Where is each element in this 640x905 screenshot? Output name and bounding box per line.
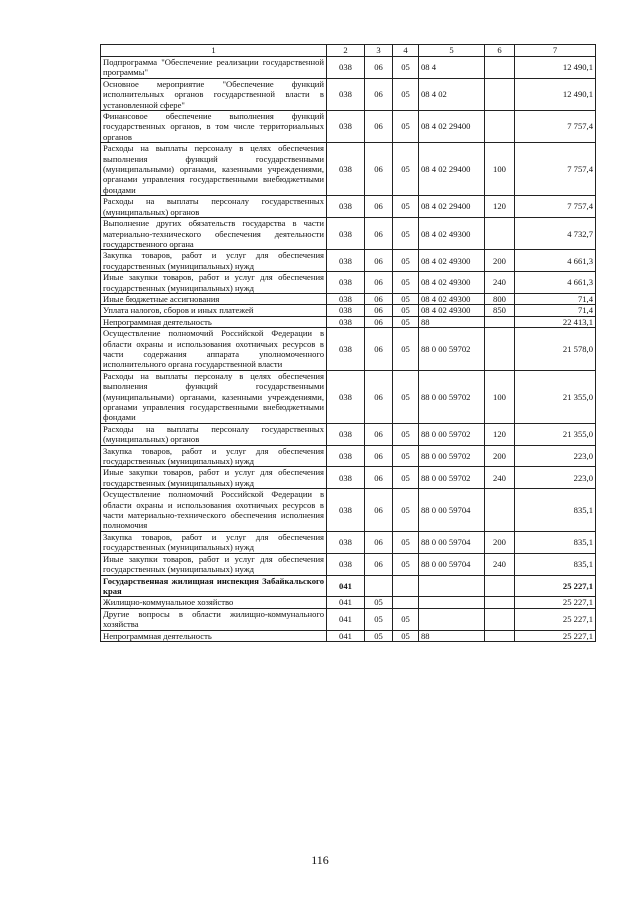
table-row — [101, 196, 596, 218]
expense-type-code: 200 — [485, 445, 515, 467]
section-code: 06 — [365, 293, 393, 304]
table-row — [101, 445, 596, 467]
row-name: Расходы на выплаты персоналу государственных (муниципальных) органов — [101, 423, 327, 445]
table-row — [101, 328, 596, 371]
subsection-code: 05 — [393, 78, 419, 110]
subsection-code: 05 — [393, 250, 419, 272]
amount: 7 757,4 — [515, 111, 596, 143]
column-number: 2 — [327, 45, 365, 57]
subsection-code: 05 — [393, 293, 419, 304]
target-article-code: 08 4 02 49300 — [419, 272, 485, 294]
amount: 71,4 — [515, 293, 596, 304]
subsection-code: 05 — [393, 111, 419, 143]
target-article-code: 08 4 02 29400 — [419, 111, 485, 143]
target-article-code: 88 0 00 59702 — [419, 423, 485, 445]
ministry-code: 038 — [327, 553, 365, 575]
table-row — [101, 305, 596, 316]
expense-type-code — [485, 608, 515, 630]
budget-table — [100, 44, 596, 642]
table-row — [101, 143, 596, 196]
page-number: 116 — [311, 853, 329, 867]
amount: 25 227,1 — [515, 575, 596, 597]
target-article-code: 88 — [419, 316, 485, 327]
column-number: 4 — [393, 45, 419, 57]
expense-type-code: 200 — [485, 250, 515, 272]
column-number: 7 — [515, 45, 596, 57]
section-code: 06 — [365, 445, 393, 467]
section-code: 06 — [365, 272, 393, 294]
amount: 12 490,1 — [515, 57, 596, 79]
target-article-code — [419, 597, 485, 608]
section-code: 06 — [365, 489, 393, 532]
table-row — [101, 370, 596, 423]
target-article-code: 88 — [419, 630, 485, 641]
section-code: 06 — [365, 111, 393, 143]
section-code: 05 — [365, 630, 393, 641]
column-number: 6 — [485, 45, 515, 57]
amount: 22 413,1 — [515, 316, 596, 327]
table-row — [101, 57, 596, 79]
subsection-code: 05 — [393, 196, 419, 218]
expense-type-code: 240 — [485, 467, 515, 489]
subsection-code: 05 — [393, 630, 419, 641]
expense-type-code: 800 — [485, 293, 515, 304]
amount: 4 661,3 — [515, 250, 596, 272]
target-article-code: 88 0 00 59704 — [419, 531, 485, 553]
table-row — [101, 553, 596, 575]
subsection-code: 05 — [393, 305, 419, 316]
expense-type-code — [485, 328, 515, 371]
table-row — [101, 608, 596, 630]
table-row — [101, 575, 596, 597]
subsection-code: 05 — [393, 328, 419, 371]
target-article-code: 08 4 02 49300 — [419, 250, 485, 272]
table-row — [101, 78, 596, 110]
table-row — [101, 467, 596, 489]
amount: 7 757,4 — [515, 196, 596, 218]
expense-type-code — [485, 111, 515, 143]
ministry-code: 038 — [327, 305, 365, 316]
amount: 835,1 — [515, 531, 596, 553]
target-article-code: 08 4 02 49300 — [419, 305, 485, 316]
subsection-code: 05 — [393, 489, 419, 532]
expense-type-code: 200 — [485, 531, 515, 553]
column-number: 5 — [419, 45, 485, 57]
row-name: Закупка товаров, работ и услуг для обеспечения государственных (муниципальных) нужд — [101, 531, 327, 553]
ministry-code: 038 — [327, 531, 365, 553]
subsection-code: 05 — [393, 57, 419, 79]
ministry-code: 038 — [327, 423, 365, 445]
section-code: 06 — [365, 250, 393, 272]
row-name: Иные закупки товаров, работ и услуг для обеспечения государственных (муниципальных) нужд — [101, 467, 327, 489]
target-article-code — [419, 575, 485, 597]
expense-type-code: 100 — [485, 370, 515, 423]
ministry-code: 038 — [327, 293, 365, 304]
table-body — [101, 57, 596, 642]
amount: 25 227,1 — [515, 597, 596, 608]
subsection-code: 05 — [393, 272, 419, 294]
section-code — [365, 575, 393, 597]
section-code: 06 — [365, 328, 393, 371]
target-article-code: 08 4 — [419, 57, 485, 79]
subsection-code: 05 — [393, 316, 419, 327]
row-name: Непрограммная деятельность — [101, 316, 327, 327]
amount: 4 661,3 — [515, 272, 596, 294]
row-name: Закупка товаров, работ и услуг для обеспечения государственных (муниципальных) нужд — [101, 445, 327, 467]
amount: 21 355,0 — [515, 370, 596, 423]
section-code: 06 — [365, 143, 393, 196]
row-name: Иные бюджетные ассигнования — [101, 293, 327, 304]
ministry-code: 038 — [327, 467, 365, 489]
expense-type-code — [485, 78, 515, 110]
subsection-code: 05 — [393, 370, 419, 423]
table-row — [101, 489, 596, 532]
subsection-code — [393, 597, 419, 608]
expense-type-code — [485, 597, 515, 608]
amount: 223,0 — [515, 445, 596, 467]
row-name: Выполнение других обязательств государства в части материально-технического обеспечения деятельности государственного органа — [101, 218, 327, 250]
row-name: Основное мероприятие "Обеспечение функций исполнительных органов государственной власти в установленной сфере" — [101, 78, 327, 110]
target-article-code: 08 4 02 — [419, 78, 485, 110]
amount: 835,1 — [515, 489, 596, 532]
row-name: Расходы на выплаты персоналу государственных (муниципальных) органов — [101, 196, 327, 218]
column-number: 1 — [101, 45, 327, 57]
target-article-code — [419, 608, 485, 630]
row-name: Государственная жилищная инспекция Забайкальского края — [101, 575, 327, 597]
row-name: Расходы на выплаты персоналу в целях обеспечения выполнения функций государственными (муниципальными) органами, казенными учреждениями, органами управления государственными внебюджетными фондами — [101, 370, 327, 423]
target-article-code: 88 0 00 59702 — [419, 328, 485, 371]
table-row — [101, 316, 596, 327]
ministry-code: 041 — [327, 575, 365, 597]
subsection-code: 05 — [393, 423, 419, 445]
row-name: Закупка товаров, работ и услуг для обеспечения государственных (муниципальных) нужд — [101, 250, 327, 272]
section-code: 05 — [365, 608, 393, 630]
ministry-code: 041 — [327, 608, 365, 630]
expense-type-code: 850 — [485, 305, 515, 316]
ministry-code: 038 — [327, 250, 365, 272]
table-row — [101, 250, 596, 272]
table-row — [101, 531, 596, 553]
ministry-code: 038 — [327, 370, 365, 423]
target-article-code: 08 4 02 49300 — [419, 218, 485, 250]
subsection-code: 05 — [393, 143, 419, 196]
ministry-code: 041 — [327, 597, 365, 608]
target-article-code: 88 0 00 59702 — [419, 467, 485, 489]
ministry-code: 038 — [327, 316, 365, 327]
section-code: 06 — [365, 218, 393, 250]
table-row — [101, 272, 596, 294]
target-article-code: 08 4 02 29400 — [419, 196, 485, 218]
section-code: 06 — [365, 467, 393, 489]
section-code: 06 — [365, 531, 393, 553]
amount: 21 578,0 — [515, 328, 596, 371]
row-name: Осуществление полномочий Российской Федерации в области охраны и использования охотничьих ресурсов в части содержания аппарата уполномоченного исполнительного органа государственной власти — [101, 328, 327, 371]
expense-type-code: 120 — [485, 196, 515, 218]
row-name: Иные закупки товаров, работ и услуг для обеспечения государственных (муниципальных) нужд — [101, 272, 327, 294]
table-row — [101, 423, 596, 445]
ministry-code: 038 — [327, 489, 365, 532]
column-number: 3 — [365, 45, 393, 57]
expense-type-code — [485, 575, 515, 597]
table-row — [101, 630, 596, 641]
row-name: Другие вопросы в области жилищно-коммунального хозяйства — [101, 608, 327, 630]
amount: 835,1 — [515, 553, 596, 575]
amount: 4 732,7 — [515, 218, 596, 250]
expense-type-code: 240 — [485, 553, 515, 575]
row-name: Осуществление полномочий Российской Федерации в области охраны и использования охотничьих ресурсов в части материально-технического обеспечения исполнения полномочия — [101, 489, 327, 532]
ministry-code: 038 — [327, 328, 365, 371]
ministry-code: 038 — [327, 196, 365, 218]
table-row — [101, 293, 596, 304]
target-article-code: 88 0 00 59704 — [419, 489, 485, 532]
amount: 12 490,1 — [515, 78, 596, 110]
section-code: 06 — [365, 78, 393, 110]
target-article-code: 88 0 00 59702 — [419, 370, 485, 423]
expense-type-code: 120 — [485, 423, 515, 445]
expense-type-code — [485, 57, 515, 79]
table-row — [101, 111, 596, 143]
ministry-code: 038 — [327, 143, 365, 196]
ministry-code: 038 — [327, 78, 365, 110]
section-code: 06 — [365, 553, 393, 575]
ministry-code: 038 — [327, 57, 365, 79]
target-article-code: 08 4 02 49300 — [419, 293, 485, 304]
ministry-code: 038 — [327, 272, 365, 294]
row-name: Жилищно-коммунальное хозяйство — [101, 597, 327, 608]
expense-type-code: 100 — [485, 143, 515, 196]
subsection-code: 05 — [393, 445, 419, 467]
amount: 21 355,0 — [515, 423, 596, 445]
target-article-code: 08 4 02 29400 — [419, 143, 485, 196]
amount: 25 227,1 — [515, 608, 596, 630]
expense-type-code — [485, 316, 515, 327]
row-name: Иные закупки товаров, работ и услуг для обеспечения государственных (муниципальных) нужд — [101, 553, 327, 575]
amount: 223,0 — [515, 467, 596, 489]
section-code: 06 — [365, 57, 393, 79]
subsection-code — [393, 575, 419, 597]
row-name: Финансовое обеспечение выполнения функций государственных органов, в том числе территориальных органов — [101, 111, 327, 143]
section-code: 06 — [365, 196, 393, 218]
expense-type-code — [485, 218, 515, 250]
subsection-code: 05 — [393, 467, 419, 489]
ministry-code: 038 — [327, 218, 365, 250]
column-number-row — [101, 45, 596, 57]
target-article-code: 88 0 00 59702 — [419, 445, 485, 467]
section-code: 05 — [365, 597, 393, 608]
table-row — [101, 218, 596, 250]
section-code: 06 — [365, 370, 393, 423]
amount: 71,4 — [515, 305, 596, 316]
subsection-code: 05 — [393, 608, 419, 630]
amount: 7 757,4 — [515, 143, 596, 196]
subsection-code: 05 — [393, 218, 419, 250]
target-article-code: 88 0 00 59704 — [419, 553, 485, 575]
expense-type-code — [485, 489, 515, 532]
ministry-code: 038 — [327, 111, 365, 143]
expense-type-code — [485, 630, 515, 641]
ministry-code: 041 — [327, 630, 365, 641]
ministry-code: 038 — [327, 445, 365, 467]
section-code: 06 — [365, 305, 393, 316]
section-code: 06 — [365, 316, 393, 327]
expense-type-code: 240 — [485, 272, 515, 294]
row-name: Уплата налогов, сборов и иных платежей — [101, 305, 327, 316]
row-name: Непрограммная деятельность — [101, 630, 327, 641]
amount: 25 227,1 — [515, 630, 596, 641]
subsection-code: 05 — [393, 531, 419, 553]
row-name: Подпрограмма "Обеспечение реализации государственной программы" — [101, 57, 327, 79]
row-name: Расходы на выплаты персоналу в целях обеспечения выполнения функций государственными (муниципальными) органами, казенными учреждениями, органами управления государственными внебюджетными фондами — [101, 143, 327, 196]
subsection-code: 05 — [393, 553, 419, 575]
section-code: 06 — [365, 423, 393, 445]
table-row — [101, 597, 596, 608]
